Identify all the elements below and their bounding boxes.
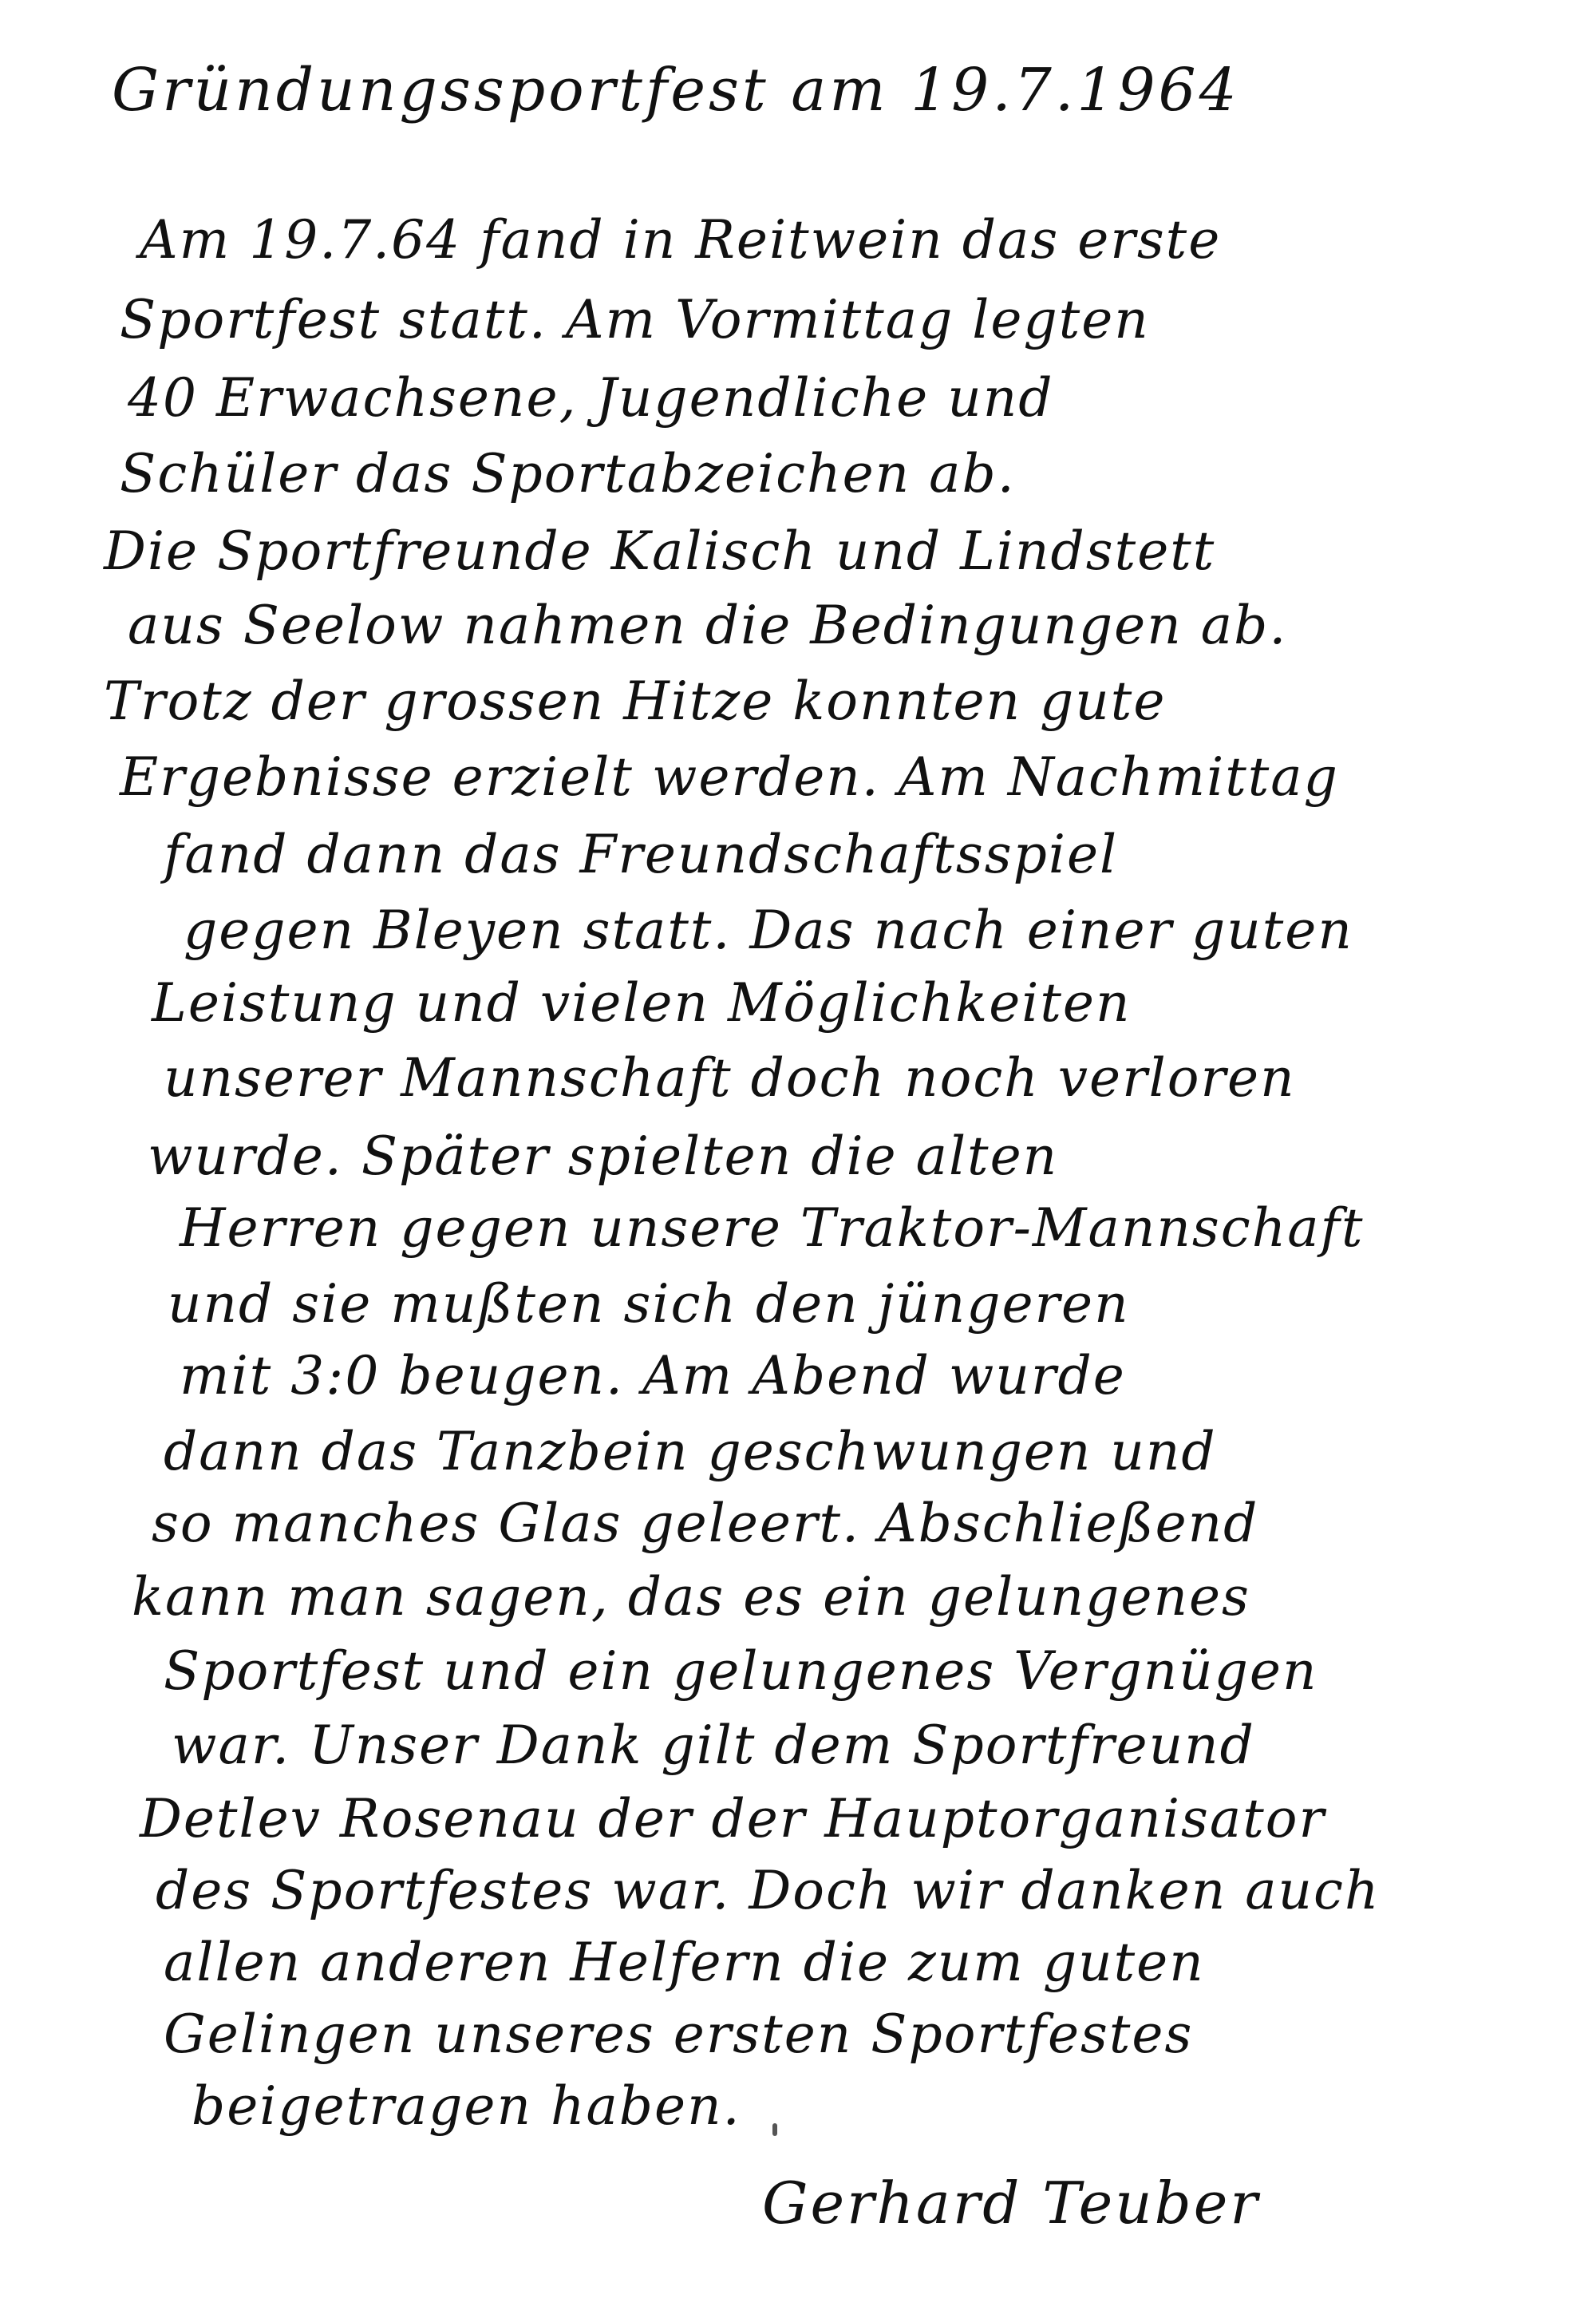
text-line: beigetragen haben. — [192, 2075, 741, 2137]
text-line: Leistung und vielen Möglichkeiten — [152, 972, 1132, 1034]
text-line: Trotz der grossen Hitze konnten gute — [104, 670, 1167, 732]
text-line: war. Unser Dank gilt dem Sportfreund — [172, 1715, 1255, 1776]
text-line: mit 3:0 beugen. Am Abend wurde — [180, 1345, 1126, 1406]
text-line: und sie mußten sich den jüngeren — [168, 1273, 1130, 1335]
text-line: Schüler das Sportabzeichen ab. — [120, 443, 1016, 504]
text-line: Ergebnisse erzielt werden. Am Nachmittag — [120, 746, 1339, 808]
ink-speck — [772, 2123, 777, 2136]
text-line: fand dann das Freundschaftsspiel — [164, 824, 1119, 885]
page-title: Gründungssportfest am 19.7.1964 — [112, 56, 1240, 125]
text-line: wurde. Später spielten die alten — [148, 1125, 1059, 1187]
signature: Gerhard Teuber — [762, 2170, 1260, 2237]
text-line: Detlev Rosenau der der Hauptorganisator — [140, 1788, 1326, 1849]
text-line: Die Sportfreunde Kalisch und Lindstett — [104, 520, 1216, 582]
text-line: allen anderen Helfern die zum guten — [164, 1932, 1205, 1993]
text-line: kann man sagen, das es ein gelungenes — [132, 1566, 1250, 1628]
text-line: Gelingen unseres ersten Sportfestes — [164, 2004, 1194, 2065]
text-line: aus Seelow nahmen die Bedingungen ab. — [128, 595, 1288, 656]
text-line: des Sportfestes war. Doch wir danken auch — [156, 1860, 1381, 1921]
text-line: gegen Bleyen statt. Das nach einer guten — [184, 900, 1353, 961]
text-line: 40 Erwachsene, Jugendliche und — [128, 367, 1054, 429]
text-line: so manches Glas geleert. Abschließend — [152, 1493, 1259, 1554]
text-line: Sportfest und ein gelungenes Vergnügen — [164, 1640, 1318, 1702]
text-line: dann das Tanzbein geschwungen und — [164, 1421, 1217, 1482]
text-line: unserer Mannschaft doch noch verloren — [164, 1047, 1296, 1109]
text-line: Am 19.7.64 fand in Reitwein das erste — [140, 209, 1222, 271]
text-line: Herren gegen unsere Traktor-Mannschaft — [180, 1197, 1365, 1259]
text-line: Sportfest statt. Am Vormittag legten — [120, 289, 1150, 350]
